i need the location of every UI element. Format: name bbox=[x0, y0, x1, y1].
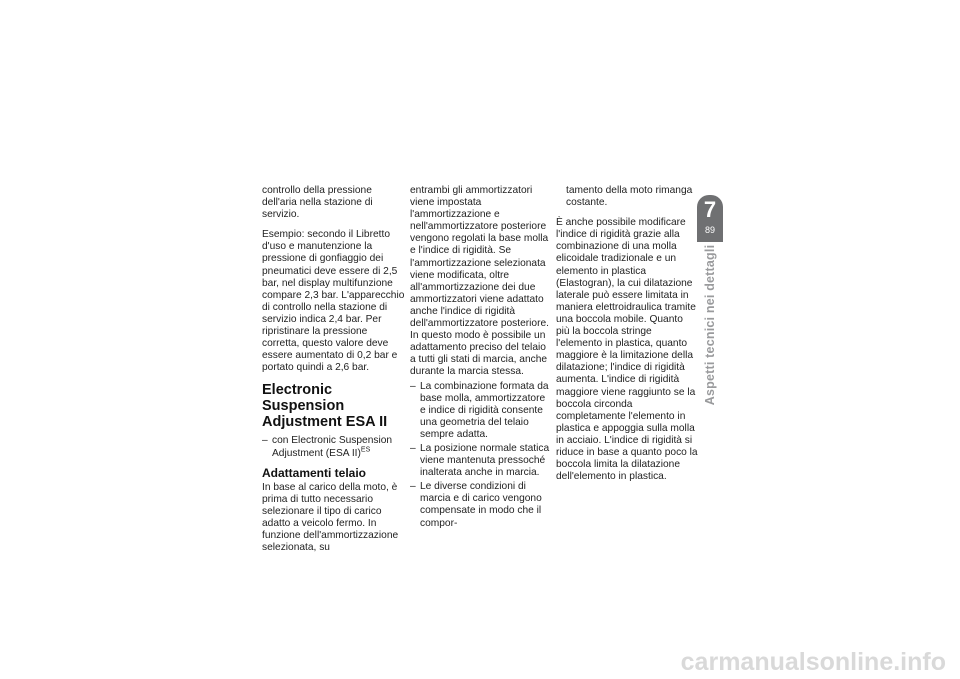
watermark-footer: carmanualsonline.info bbox=[680, 648, 946, 676]
list-item-text: La combinazione formata da base molla, ammortizzatore e indice di rigidità consente una geometria del telaio sempre adatta. bbox=[420, 380, 549, 440]
list-item bbox=[410, 443, 553, 479]
paragraph-damping: entrambi gli ammortizzatori viene impostata l'ammortizzazione e nell'ammortizzatore posteriore vengono regolati la base molla e l'indice di rigidità. Se l'ammortizzazione selezionata viene modificata, oltre all'ammortizzazione dei due ammortizzatori viene adattato anche l'indice di rigidità dell'ammortizzatore posteriore. In questo modo è possibile un adattamento preciso del telaio a tutti gli stati di marcia, anche durante la marcia stessa. bbox=[410, 185, 549, 378]
chapter-tab bbox=[697, 195, 723, 242]
dash-marker: – bbox=[410, 481, 416, 493]
list-item-text: La posizione normale statica viene mantenuta pressoché inalterata anche in marcia. bbox=[420, 442, 550, 479]
equipment-note-text: con Electronic Suspension Adjustment (ESA II) bbox=[272, 435, 393, 459]
list-item-text: Le diverse condizioni di marcia e di carico vengono compensate in modo che il compor- bbox=[420, 481, 542, 529]
paragraph-example: Esempio: secondo il Libretto d'uso e manutenzione la pressione di gonfiaggio dei pneumatici deve essere di 2,5 bar, nel display multifunzione compare 2,3 bar. L'apparecchio di controllo nella stazione di servizio indica 2,4 bar. Per ripristinare la pressione corretta, questo valore deve essere aumentato di 0,2 bar e portato quindi a 2,6 bar. bbox=[262, 229, 405, 374]
equipment-note bbox=[262, 435, 405, 459]
text-column-3 bbox=[556, 185, 699, 491]
chapter-title: Aspetti tecnici nei dettagli bbox=[703, 244, 717, 406]
page-number: 89 bbox=[704, 225, 715, 235]
chapter-number: 7 bbox=[703, 197, 717, 222]
dash-marker: – bbox=[262, 435, 268, 447]
text-column-2 bbox=[410, 185, 553, 532]
equipment-code: ES bbox=[360, 446, 371, 454]
continued-list-text: tamento della moto rimanga costante. bbox=[566, 185, 693, 209]
paragraph-air-pressure: controllo della pressione dell'aria nella stazione di servizio. bbox=[262, 185, 373, 221]
text-column-1 bbox=[262, 185, 405, 562]
subheading-chassis-adaptation: Adattamenti telaio bbox=[262, 465, 367, 480]
list-item bbox=[410, 381, 553, 441]
paragraph-spring-rate: È anche possibile modificare l'indice di rigidità grazie alla combinazione di una molla elicoidale tradizionale e un elemento in plastica (Elastogran), la cui dilatazione laterale può essere limitata in maniera elettroidraulica tramite una boccola mobile. Quanto più la boccola stringe l'elemento in plastica, quanto maggiore è la limitazione della dilatazione; l'indice di rigidità aumenta. L'indice di rigidità maggiore viene raggiunto se la boccola circonda completamente l'elemento in plastica e appoggia sulla molla in acciaio. L'indice di rigidità si riduce in base a quanto poco la boccola limita la dilatazione dell'elemento in plastica. bbox=[556, 217, 698, 483]
section-heading-esa: Electronic Suspension Adjustment ESA II bbox=[262, 382, 388, 431]
dash-marker: – bbox=[410, 442, 416, 454]
list-item bbox=[410, 481, 553, 529]
dash-marker: – bbox=[410, 380, 416, 392]
paragraph-load: In base al carico della moto, è prima di tutto necessario selezionare il tipo di carico adatto a veicolo fermo. In funzione dell'ammortizzazione selezionata, su bbox=[262, 481, 399, 554]
